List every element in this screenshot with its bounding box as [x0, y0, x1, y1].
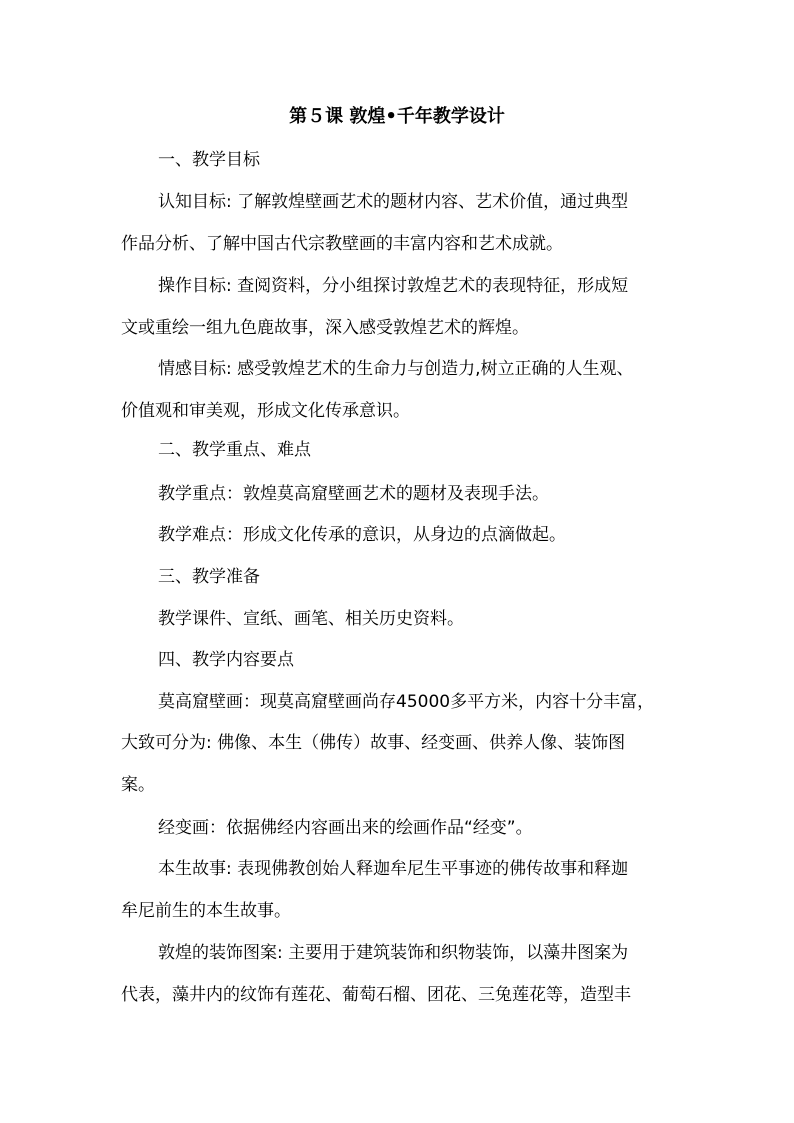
paragraph-line: 文或重绘一组九色鹿故事，深入感受敦煌艺术的辉煌。: [121, 318, 529, 338]
paragraph-line: 教学课件、宣纸、画笔、相关历史资料。: [158, 609, 464, 629]
paragraph-line: 作品分析、了解中国古代宗教壁画的丰富内容和艺术成就。: [121, 234, 563, 254]
document-title: 第５课 敦煌•千年教学设计: [289, 106, 505, 127]
paragraph-line: 牟尼前生的本生故事。: [121, 901, 291, 921]
paragraph-line: 大致可分为: 佛像、本生（佛传）故事、经变画、供养人像、装饰图: [121, 733, 626, 753]
paragraph-line: 教学难点：形成文化传承的意识，从身边的点滴做起。: [158, 525, 566, 545]
paragraph-line: 敦煌的装饰图案: 主要用于建筑装饰和织物装饰，以藻井图案为: [158, 943, 629, 963]
paragraph-line: 代表，藻井内的纹饰有莲花、葡萄石榴、团花、三兔莲花等，造型丰: [121, 985, 631, 1005]
paragraph-line: 教学重点：敦煌莫高窟壁画艺术的题材及表现手法。: [158, 484, 549, 504]
paragraph-line: 本生故事: 表现佛教创始人释迦牟尼生平事迹的佛传故事和释迦: [158, 859, 629, 879]
paragraph-line: 价值观和审美观，形成文化传承意识。: [121, 401, 410, 421]
paragraph-line: 莫高窟壁画：现莫高窟壁画尚存45000多平方米，内容十分丰富，: [158, 692, 655, 712]
section-heading-objectives: 一、教学目标: [158, 150, 260, 170]
paragraph-line: 情感目标: 感受敦煌艺术的生命力与创造力,树立正确的人生观、: [158, 359, 634, 379]
paragraph-line: 认知目标: 了解敦煌壁画艺术的题材内容、艺术价值，通过典型: [158, 192, 629, 212]
paragraph-line: 操作目标: 查阅资料，分小组探讨敦煌艺术的表现特征，形成短: [158, 276, 629, 296]
section-heading-content: 四、教学内容要点: [158, 650, 294, 670]
paragraph-line: 经变画：依据佛经内容画出来的绘画作品“经变”。: [158, 818, 533, 838]
section-heading-key-points: 二、教学重点、难点: [158, 440, 311, 460]
paragraph-line: 案。: [121, 775, 155, 795]
section-heading-preparation: 三、教学准备: [158, 567, 260, 587]
